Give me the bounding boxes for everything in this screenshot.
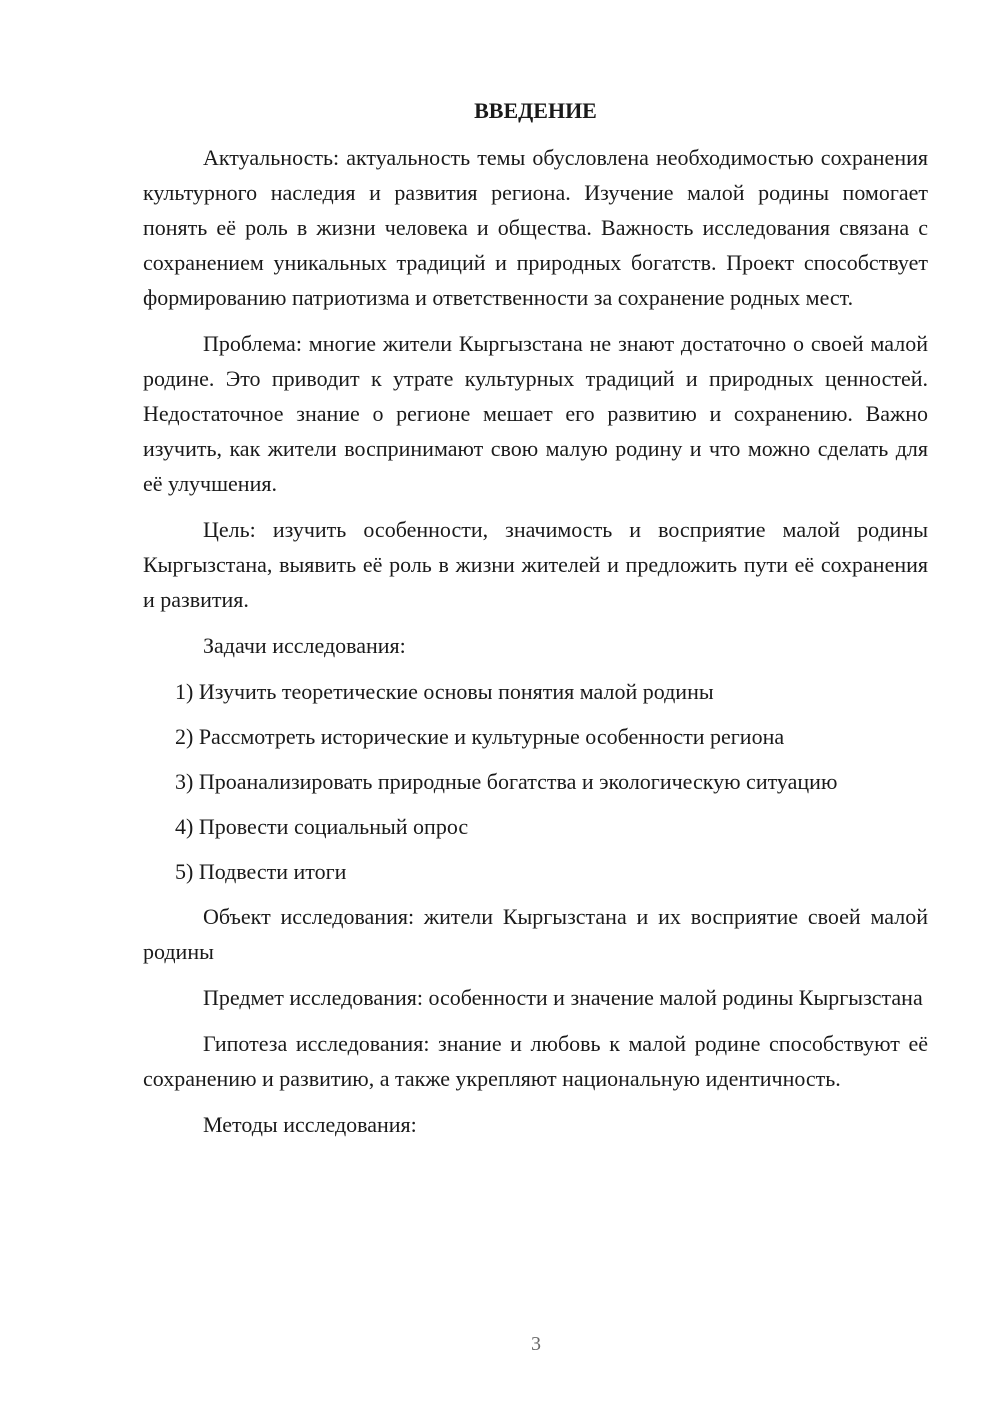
relevance-paragraph: Актуальность: актуальность темы обусловлена необходимостью сохранения культурного наследия и развития региона. Изучение малой родины помогает понять её роль в жизни человека и общества. Важность исследования связана с сохранением уникальных традиций и природных богатств. Проект способствует формированию патриотизма и ответственности за сохранение родных мест.: [143, 145, 928, 310]
problem-paragraph: Проблема: многие жители Кыргызстана не знают достаточно о своей малой родине. Это приводит к утрате культурных традиций и природных ценностей. Недостаточное знание о регионе мешает его развитию и сохранению. Важно изучить, как жители воспринимают свою малую родину и что можно сделать для её улучшения.: [143, 331, 928, 496]
task-item-3: 3) Проанализировать природные богатства и экологическую ситуацию: [175, 769, 838, 794]
section-title: ВВЕДЕНИЕ: [474, 98, 597, 123]
goal-paragraph: Цель: изучить особенности, значимость и восприятие малой родины Кыргызстана, выявить её роль в жизни жителей и предложить пути её сохранения и развития.: [143, 517, 928, 612]
object-paragraph: Объект исследования: жители Кыргызстана и их восприятие своей малой родины: [143, 904, 928, 964]
hypothesis-paragraph: Гипотеза исследования: знание и любовь к малой родине способствуют её сохранению и развитию, а также укрепляют национальную идентичность.: [143, 1031, 928, 1091]
document-page: [143, 96, 928, 1153]
task-item-1: 1) Изучить теоретические основы понятия малой родины: [175, 679, 714, 704]
task-item-2: 2) Рассмотреть исторические и культурные особенности региона: [175, 724, 785, 749]
tasks-heading: Задачи исследования:: [203, 633, 406, 658]
task-item-5: 5) Подвести итоги: [175, 859, 347, 884]
subject-paragraph: Предмет исследования: особенности и значение малой родины Кыргызстана: [203, 985, 923, 1010]
page-number: 3: [531, 1333, 541, 1355]
methods-heading: Методы исследования:: [203, 1112, 417, 1137]
task-item-4: 4) Провести социальный опрос: [175, 814, 469, 839]
